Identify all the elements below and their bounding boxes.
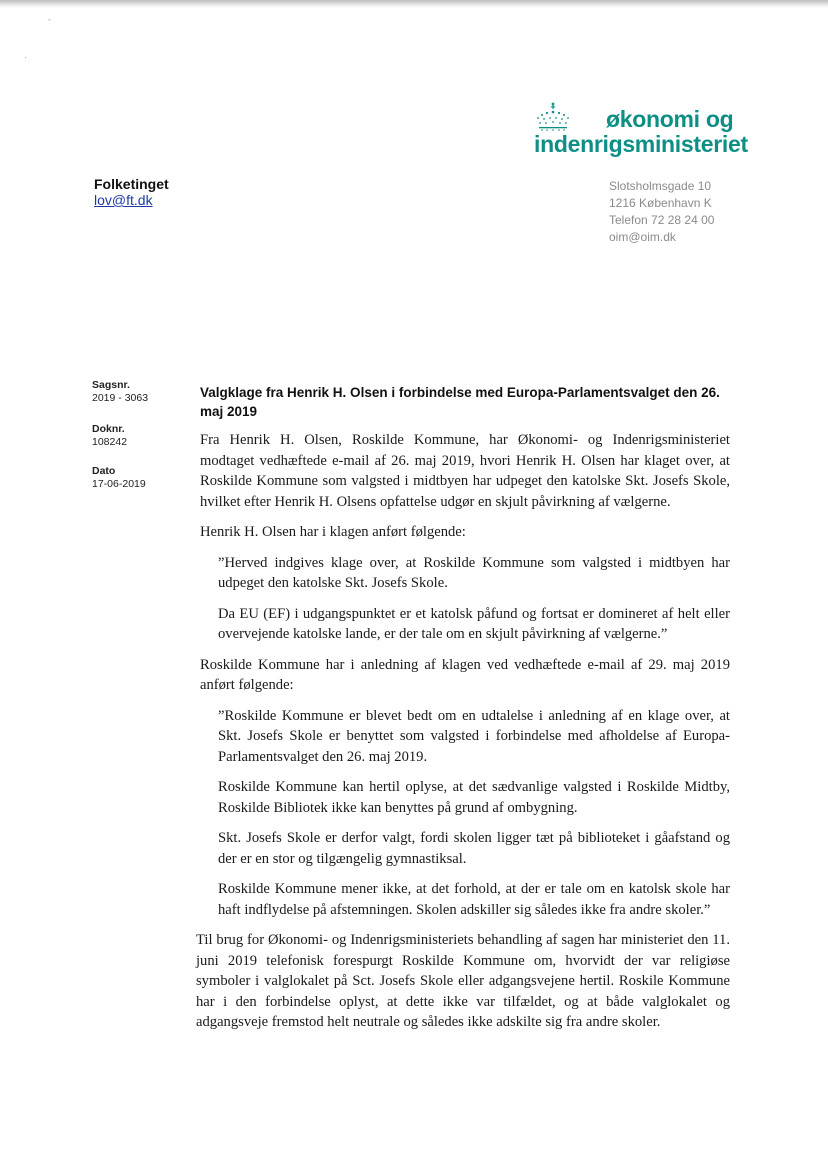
body-paragraph: Roskilde Kommune har i anledning af klagen ved vedhæftede e-mail af 29. maj 2019 anført følgende:: [200, 656, 730, 693]
scan-speck: ·: [24, 52, 27, 62]
quoted-paragraph: ”Herved indgives klage over, at Roskilde Kommune som valgsted i midtbyen har udpeget den katolske Skt. Josefs Skole.: [218, 554, 730, 591]
quoted-paragraph: Da EU (EF) i udgangspunktet er et katolsk påfund og fortsat er domineret af helt eller overvejende katolske lande, er der tale om en skjult påvirkning af vælgerne.”: [218, 605, 730, 642]
meta-value: 17-06-2019: [92, 478, 146, 490]
sender-street: Slotsholmsgade 10: [609, 179, 712, 193]
sender-city: 1216 København K: [609, 196, 712, 210]
scan-edge: [0, 0, 828, 8]
sender-address-block: [609, 178, 714, 246]
scan-speck: ˇ: [48, 18, 51, 28]
recipient-name: Folketinget: [94, 176, 169, 192]
meta-value: 108242: [92, 436, 128, 448]
recipient-email-link[interactable]: lov@ft.dk: [94, 192, 153, 208]
body-paragraph: Fra Henrik H. Olsen, Roskilde Kommune, har Økonomi- og Indenrigsministeriet modtaget vedhæftede e-mail af 26. maj 2019, hvori Henrik H. Olsen har klaget over, at Roskilde Kommune som valgsted i midtbyen har udpeget den katolske Skt. Josefs Skole, hvilket efter Henrik H. Olsens opfattelse udgør en skjult påvirkning af vælgerne.: [200, 432, 730, 510]
meta-label: Doknr.: [92, 423, 125, 435]
quoted-paragraph: Roskilde Kommune kan hertil oplyse, at det sædvanlige valgsted i Roskilde Midtby, Roskilde Bibliotek ikke kan benyttes på grund af ombygning.: [218, 779, 730, 816]
ministry-logo: [528, 102, 748, 162]
meta-case-number: [92, 379, 148, 405]
logo-text-line1: økonomi og: [606, 106, 734, 132]
meta-label: Sagsnr.: [92, 379, 130, 391]
letter-body: [196, 430, 730, 1043]
letter-subject: Valgklage fra Henrik H. Olsen i forbindelse med Europa-Parlamentsvalget den 26. maj 2019: [200, 385, 720, 419]
sender-email: oim@oim.dk: [609, 230, 676, 244]
quoted-paragraph: Roskilde Kommune mener ikke, at det forhold, at der er tale om en katolsk skole har haft indflydelse på afstemningen. Skolen adskiller sig således ikke fra andre skoler.”: [218, 881, 730, 918]
crown-icon: [534, 102, 572, 134]
sender-phone: Telefon 72 28 24 00: [609, 213, 715, 227]
quoted-paragraph: ”Roskilde Kommune er blevet bedt om en udtalelse i anledning af en klage over, at Skt. Josefs Skole er benyttet som valgsted i forbindelse med afholdelse af Europa-Parlamentsvalget den 26. maj 2019.: [218, 707, 730, 765]
meta-label: Dato: [92, 465, 116, 477]
body-paragraph: Henrik H. Olsen har i klagen anført følgende:: [200, 524, 466, 540]
body-paragraph: Til brug for Økonomi- og Indenrigsministeriets behandling af sagen har ministeriet den 11. juni 2019 telefonisk forespurgt Roskilde Kommune om, hvorvidt der var religiøse symboler i valglokalet på Sct. Josefs Skole eller adgangsvejene hertil. Roskile Kommune har i den forbindelse oplyst, at dette ikke var tilfældet, og at både valglokalet og adgangsveje fremstod helt neutrale og således ikke adskilte sig fra andre skoler.: [196, 932, 730, 1030]
meta-date: [92, 465, 146, 491]
recipient-block: [94, 176, 169, 208]
meta-document-number: [92, 423, 127, 449]
logo-text-line2: indenrigsministeriet: [534, 131, 748, 157]
meta-value: 2019 - 3063: [92, 392, 149, 404]
quoted-paragraph: Skt. Josefs Skole er derfor valgt, fordi skolen ligger tæt på biblioteket i gåafstand og der er en stor og tilgængelig gymnastiksal.: [218, 830, 730, 867]
